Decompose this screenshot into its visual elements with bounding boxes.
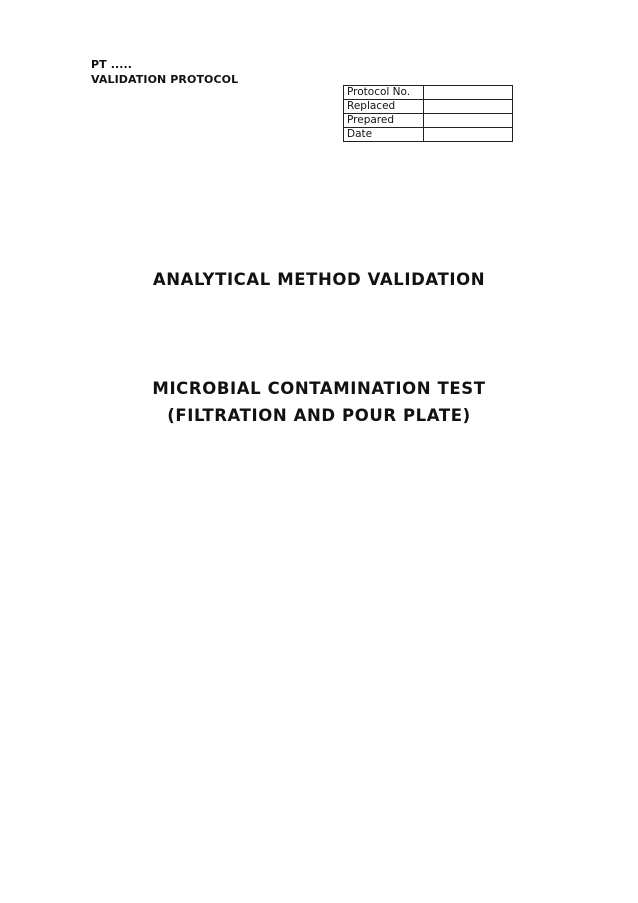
- prepared-label: Prepared: [344, 114, 424, 128]
- table-row: [344, 100, 513, 114]
- subtitle-line-1: MICROBIAL CONTAMINATION TEST: [152, 379, 486, 398]
- header-doc-type: VALIDATION PROTOCOL: [91, 73, 239, 86]
- table-row: [344, 128, 513, 142]
- replaced-value: [424, 100, 513, 114]
- table-row: [344, 86, 513, 100]
- replaced-label: Replaced: [344, 100, 424, 114]
- page-title: ANALYTICAL METHOD VALIDATION: [152, 270, 486, 289]
- prepared-value: [424, 114, 513, 128]
- protocol-no-label: Protocol No.: [344, 86, 424, 100]
- date-value: [424, 128, 513, 142]
- date-label: Date: [344, 128, 424, 142]
- protocol-info-table: [343, 85, 513, 142]
- protocol-no-value: [424, 86, 513, 100]
- header-code: PT .....: [91, 58, 133, 71]
- table-row: [344, 114, 513, 128]
- subtitle-line-2: (FILTRATION AND POUR PLATE): [167, 406, 471, 425]
